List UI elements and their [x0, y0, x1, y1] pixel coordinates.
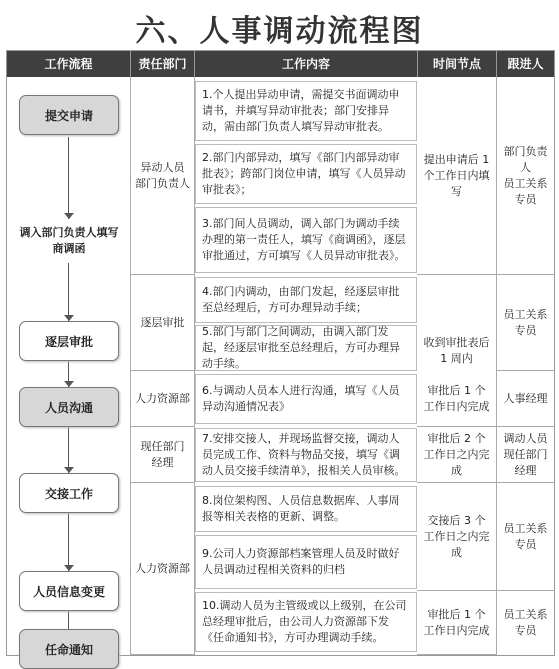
follower-cell: 人事经理	[497, 371, 554, 427]
content-item: 9.公司人力资源部档案管理人员及时做好人员调动过程相关资料的归档	[195, 535, 417, 589]
follower-cell: 员工关系专员	[497, 275, 554, 371]
flow-connector	[68, 137, 69, 219]
header-time: 时间节点	[418, 51, 497, 77]
follower-cell: 部门负责人 员工关系专员	[497, 77, 554, 275]
follower-cell: 调动人员 现任部门经理	[497, 427, 554, 483]
flow-step-info-update: 人员信息变更	[19, 571, 119, 611]
flow-step-appointment: 任命通知	[19, 629, 119, 669]
content-item: 6.与调动人员本人进行沟通，填写《人员异动沟通情况表》	[195, 374, 417, 424]
flow-step-communication: 人员沟通	[19, 387, 119, 427]
dept-cell: 逐层审批	[131, 275, 195, 371]
flow-step-transfer-letter: 调入部门负责人填写商调函	[15, 225, 123, 257]
process-table	[6, 50, 555, 656]
dept-cell: 现任部门 经理	[131, 427, 195, 483]
content-item: 4.部门内调动，由部门发起，经逐层审批至总经理后，方可办理异动手续；	[195, 277, 417, 323]
flow-step-submit: 提交申请	[19, 95, 119, 135]
header-content: 工作内容	[195, 51, 418, 77]
flow-arrow	[64, 213, 74, 219]
flow-connector	[68, 513, 69, 571]
content-item: 8.岗位架构图、人员信息数据库、人事周报等相关表格的更新、调整。	[195, 486, 417, 532]
flow-column	[7, 77, 131, 655]
time-cell: 审批后 1 个工作日内完成	[417, 591, 497, 655]
header-flow: 工作流程	[7, 51, 131, 77]
content-item: 2.部门内部异动，填写《部门内部异动审批表》；跨部门岗位申请，填写《人员异动审批表》；	[195, 144, 417, 204]
follower-cell: 员工关系专员	[497, 483, 554, 591]
time-cell: 审批后 1 个工作日内完成	[417, 371, 497, 427]
flow-step-approval: 逐层审批	[19, 321, 119, 361]
time-cell: 提出申请后 1 个工作日内填写	[417, 77, 497, 275]
content-item: 3.部门间人员调动，调入部门为调动手续办理的第一责任人，填写《商调函》，逐层审批通过，方可填写《人员异动审批表》。	[195, 207, 417, 273]
dept-cell: 人力资源部	[131, 483, 195, 655]
flow-step-handover: 交接工作	[19, 473, 119, 513]
flow-connector	[68, 263, 69, 321]
content-item: 7.安排交接人，并现场监督交接，调动人员完成工作、资料与物品交接，填写《调动人员交接手续清单》，报相关人员审核。	[195, 428, 417, 482]
dept-cell: 人力资源部	[131, 371, 195, 427]
flow-connector	[68, 423, 69, 473]
content-item: 1.个人提出异动申请，需提交书面调动申请书，并填写异动审批表；部门安排异动，需由部门负责人填写异动审批表。	[195, 81, 417, 141]
time-cell: 交接后 3 个工作日之内完成	[417, 483, 497, 591]
follower-cell: 员工关系专员	[503, 608, 548, 637]
page-title: 六、人事调动流程图	[135, 14, 424, 49]
time-cell: 审批后 2 个工作日之内完成	[417, 427, 497, 483]
content-item: 10.调动人员为主管级或以上级别，在公司总经理审批后，由公司人力资源部下发《任命通知书》，方可办理调动手续。	[195, 592, 417, 652]
time-cell: 收到审批表后 1 周内	[417, 275, 497, 427]
dept-cell: 异动人员 部门负责人	[131, 77, 195, 275]
header-dept: 责任部门	[131, 51, 195, 77]
content-item: 5.部门与部门之间调动，由调入部门发起，经逐层审批至总经理后，方可办理异动手续。	[195, 325, 417, 371]
header-follow: 跟进人	[497, 51, 554, 77]
